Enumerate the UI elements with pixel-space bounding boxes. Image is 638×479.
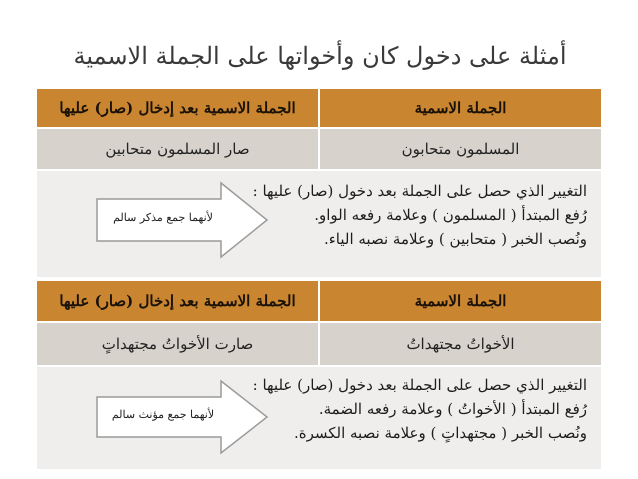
value-row [36, 322, 602, 366]
arrow-label: لأنهما جمع مؤنث سالم [111, 408, 215, 421]
header-nominal-sentence: الجملة الاسمية [319, 280, 602, 322]
after-saar-value: صار المسلمون متحابين [36, 128, 319, 170]
after-saar-value: صارت الأخواتُ مجتهداتٍ [36, 322, 319, 366]
explanation-line: ونُصب الخبر ( متحابين ) وعلامة نصبه الياء. [323, 230, 587, 248]
explanation-line: التغيير الذي حصل على الجملة بعد دخول (صار) عليها : [252, 182, 587, 200]
explanation-line: رُفع المبتدأ ( الأخواتُ ) وعلامة رفعه الضمة. [318, 400, 587, 418]
header-after-saar: الجملة الاسمية بعد إدخال (صار) عليها [36, 280, 319, 322]
value-row [36, 128, 602, 170]
header-after-saar: الجملة الاسمية بعد إدخال (صار) عليها [36, 88, 319, 128]
explanation-box [36, 170, 602, 278]
nominal-sentence-value: المسلمون متحابون [319, 128, 602, 170]
arrow-callout [95, 379, 271, 455]
arrow-label: لأنهما جمع مذكر سالم [113, 211, 213, 224]
header-row [36, 88, 602, 128]
explanation-box [36, 366, 602, 470]
header-nominal-sentence: الجملة الاسمية [319, 88, 602, 128]
examples-table [36, 88, 602, 470]
header-row [36, 280, 602, 322]
explanation-line: ونُصب الخبر ( مجتهداتٍ ) وعلامة نصبه الكسرة. [293, 424, 587, 442]
arrow-callout [95, 181, 271, 259]
explanation-line: رُفع المبتدأ ( المسلمون ) وعلامة رفعه الواو. [314, 206, 587, 224]
slide-title: أمثلة على دخول كان وأخواتها على الجملة الاسمية [73, 42, 567, 70]
explanation-line: التغيير الذي حصل على الجملة بعد دخول (صار) عليها : [252, 376, 587, 394]
nominal-sentence-value: الأخواتُ مجتهداتُ [319, 322, 602, 366]
